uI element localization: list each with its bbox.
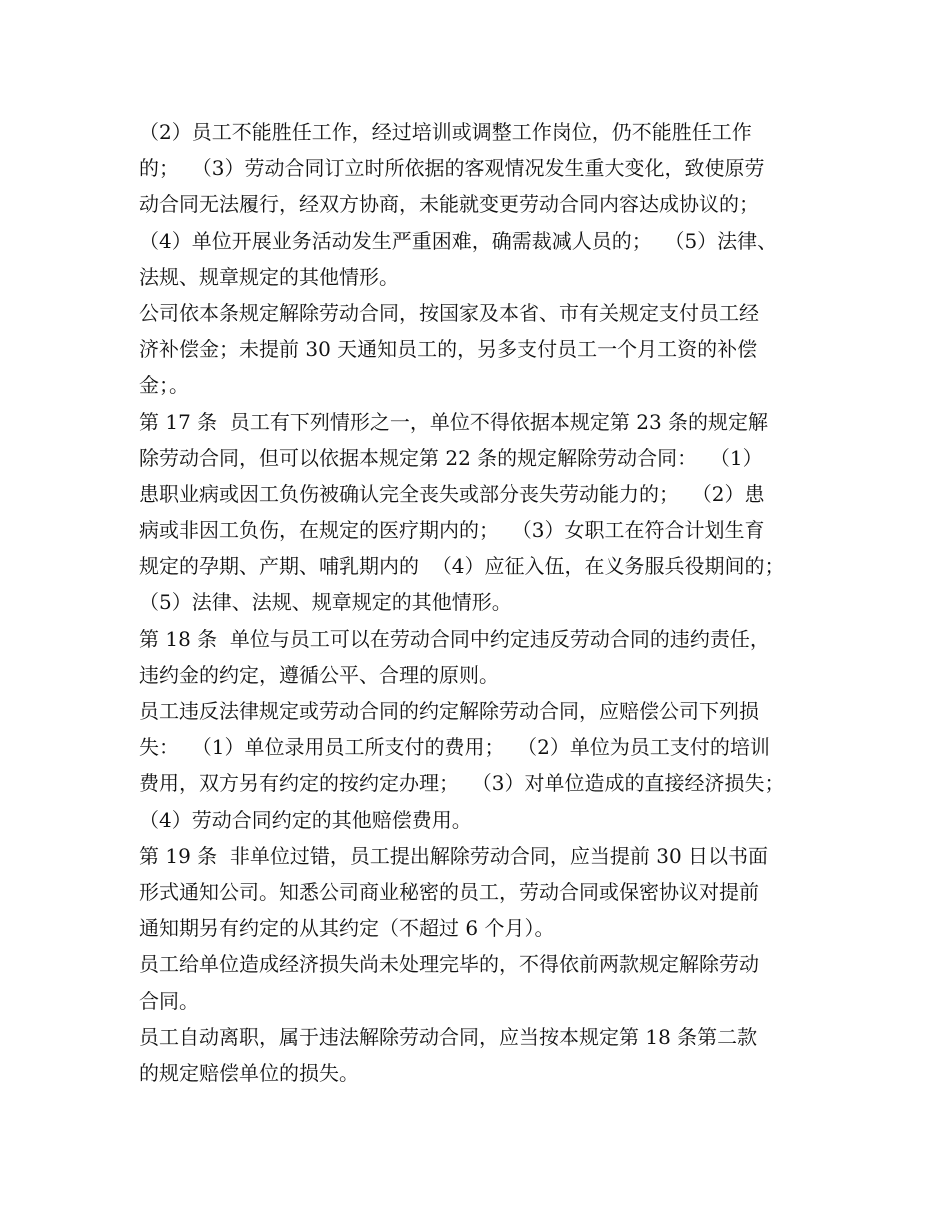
- text-line: 形式通知公司。知悉公司商业秘密的员工，劳动合同或保密协议对提前: [139, 879, 759, 904]
- text-line: 病或非因工负伤，在规定的医疗期内的； （3）女职工在符合计划生育: [139, 518, 765, 543]
- text-line: 的规定赔偿单位的损失。: [139, 1060, 359, 1085]
- text-line: 规定的孕期、产期、哺乳期内的 （4）应征入伍，在义务服兵役期间的；: [139, 554, 785, 579]
- text-line: 通知期另有约定的从其约定（不超过 6 个月）。: [139, 916, 555, 941]
- text-line: 合同。: [139, 988, 199, 1013]
- text-line: 第 19 条 非单位过错，员工提出解除劳动合同，应当提前 30 日以书面: [139, 843, 769, 868]
- text-line: 员工违反法律规定或劳动合同的约定解除劳动合同，应赔偿公司下列损: [139, 699, 759, 723]
- text-line: 员工给单位造成经济损失尚未处理完毕的，不得依前两款规定解除劳动: [139, 952, 759, 977]
- text-line: 济补偿金；未提前 30 天通知员工的，另多支付员工一个月工资的补偿: [139, 337, 758, 362]
- text-line: 的； （3）劳动合同订立时所依据的客观情况发生重大变化，致使原劳: [139, 156, 765, 181]
- document-body: [139, 114, 839, 1091]
- text-line: 违约金的约定，遵循公平、合理的原则。: [139, 662, 499, 687]
- text-line: （4）劳动合同约定的其他赔偿费用。: [139, 807, 472, 832]
- text-line: 员工自动离职，属于违法解除劳动合同，应当按本规定第 18 条第二款: [139, 1024, 758, 1049]
- text-line: （2）员工不能胜任工作，经过培训或调整工作岗位，仍不能胜任工作: [139, 120, 752, 144]
- text-line: （4）单位开展业务活动发生严重困难，确需裁减人员的； （5）法律、: [139, 228, 778, 253]
- text-line: 动合同无法履行，经双方协商，未能就变更劳动合同内容达成协议的；: [139, 192, 759, 217]
- text-line: （5）法律、法规、规章规定的其他情形。: [139, 590, 512, 615]
- text-line: 费用，双方另有约定的按约定办理； （3）对单位造成的直接经济损失；: [139, 771, 785, 796]
- text-line: 公司依本条规定解除劳动合同，按国家及本省、市有关规定支付员工经: [139, 300, 759, 325]
- text-line: 第 17 条 员工有下列情形之一，单位不得依据本规定第 23 条的规定解: [139, 409, 769, 434]
- text-line: 金；。: [139, 373, 189, 398]
- text-line: 法规、规章规定的其他情形。: [139, 264, 399, 289]
- text-line: 第 18 条 单位与员工可以在劳动合同中约定违反劳动合同的违约责任，: [139, 626, 770, 651]
- text-line: 除劳动合同，但可以依据本规定第 22 条的规定解除劳动合同： （1）: [139, 445, 763, 470]
- text-line: 失： （1）单位录用员工所支付的费用； （2）单位为员工支付的培训: [139, 735, 770, 760]
- text-line: 患职业病或因工负伤被确认完全丧失或部分丧失劳动能力的； （2）患: [139, 481, 765, 506]
